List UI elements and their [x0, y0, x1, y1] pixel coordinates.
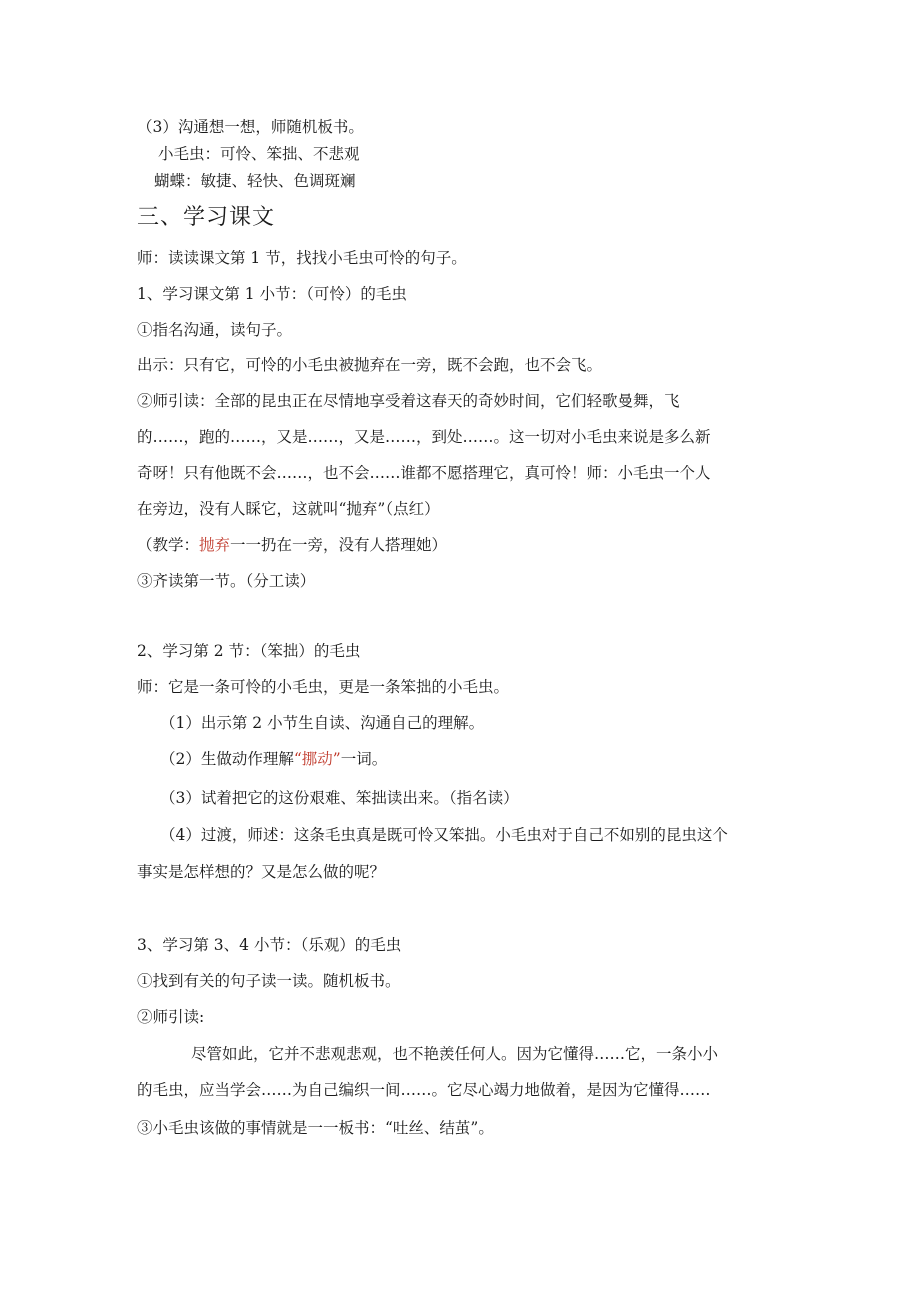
guided-passage-line-2: 的毛虫，应当学会……为自己编织一间……。它尽心竭力地做着，是因为它懂得……	[137, 1081, 711, 1099]
step-2-4: （4）过渡，师述：这条毛虫真是既可怜又笨拙。小毛虫对于自己不如别的昆虫这个	[160, 826, 728, 844]
step-3-discuss: （3）沟通想一想，师随机板书。	[137, 118, 364, 136]
step-2-4-continued: 事实是怎样想的？又是怎么做的呢？	[137, 863, 386, 881]
step-1-read: ①指名沟通，读句子。	[137, 321, 293, 339]
guided-reading-line-4: 在旁边，没有人睬它，这就叫“抛弃”（点红）	[137, 500, 440, 518]
subsection-1-title: 1、学习课文第 1 小节：（可怜）的毛虫	[137, 285, 407, 303]
caterpillar-traits: 小毛虫：可怜、笨拙、不悲观	[158, 145, 360, 163]
butterfly-traits: 蝴蝶：敏捷、轻快、色调斑斓	[154, 172, 356, 190]
guided-reading-line-1: ②师引读：全部的昆虫正在尽情地享受着这春天的奇妙时间，它们轻歌曼舞，飞	[137, 392, 680, 410]
subsection-2-title: 2、学习第 2 节：（笨拙）的毛虫	[137, 642, 361, 660]
step-3-2: ②师引读:	[137, 1008, 205, 1026]
step-2-3: （3）试着把它的这份艰难、笨拙读出来。（指名读）	[160, 789, 519, 807]
highlight-word-abandon: 抛弃	[199, 536, 231, 554]
guided-reading-line-2: 的……，跑的……，又是……，又是……，到处……。这一切对小毛虫来说是多么新	[137, 428, 711, 446]
step-3-1: ①找到有关的句子读一读。随机板书。	[137, 972, 401, 990]
section-heading-study-text: 三、学习课文	[137, 205, 276, 230]
teacher-prompt-1: 师：读读课文第 1 节，找找小毛虫可怜的句子。	[137, 249, 467, 267]
teaching-note-suffix: 一一扔在一旁，没有人搭理她）	[230, 536, 448, 554]
step-2-2-prefix: （2）生做动作理解	[160, 750, 294, 768]
teacher-prompt-2: 师：它是一条可怜的小毛虫，更是一条笨拙的小毛虫。	[137, 678, 510, 696]
guided-passage-line-1: 尽管如此，它并不悲观悲观，也不艳羡任何人。因为它懂得……它，一条小小	[191, 1045, 719, 1063]
step-3-read-together: ③齐读第一节。（分工读）	[137, 572, 316, 590]
teaching-note-prefix: （教学：	[137, 536, 200, 554]
step-3-3: ③小毛虫该做的事情就是一一板书：“吐丝、结茧”。	[137, 1119, 494, 1137]
guided-reading-line-3: 奇呀！只有他既不会……，也不会……谁都不愿搭理它，真可怜！师：小毛虫一个人	[137, 464, 711, 482]
highlight-word-move: “挪动”	[293, 750, 341, 768]
step-2-2-suffix: 一词。	[340, 750, 388, 768]
teaching-note	[137, 535, 447, 555]
step-2-1: （1）出示第 2 小节生自读、沟通自己的理解。	[160, 714, 485, 732]
subsection-3-title: 3、学习第 3、4 小节：（乐观）的毛虫	[137, 936, 402, 954]
display-sentence: 出示：只有它，可怜的小毛虫被抛弃在一旁，既不会跑，也不会飞。	[137, 356, 603, 374]
step-2-2	[160, 749, 387, 769]
